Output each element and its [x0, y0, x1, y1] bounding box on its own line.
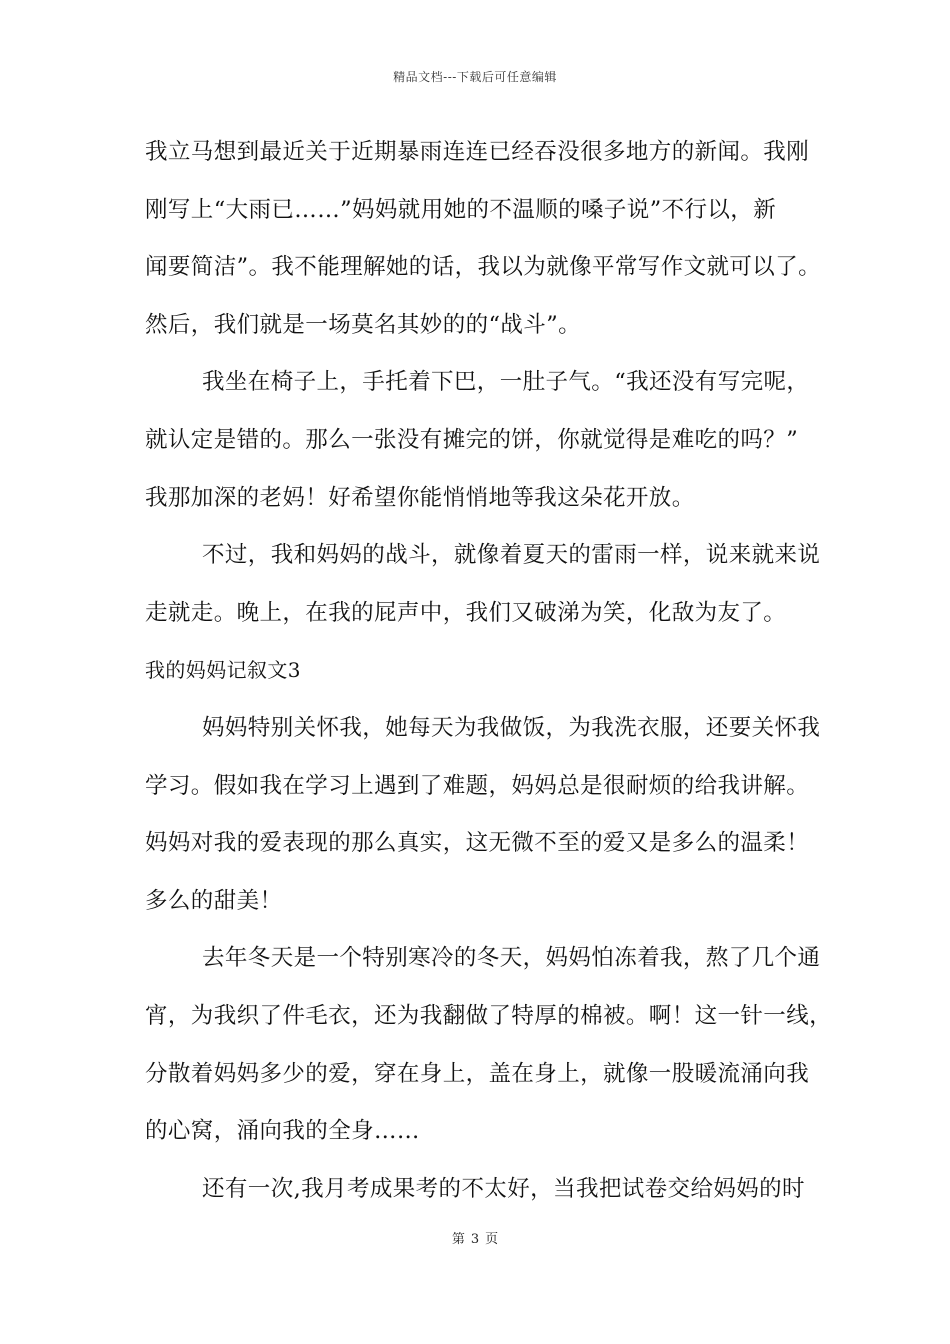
section-heading: 我的妈妈记叙文3	[145, 658, 301, 683]
text-line: 我立马想到最近关于近期暴雨连连已经吞没很多地方的新闻。我刚	[145, 139, 810, 165]
page-label-prefix: 第	[451, 1232, 465, 1247]
page-header: 精品文档---下载后可任意编辑	[393, 70, 557, 84]
text-line: 分散着妈妈多少的爱，穿在身上，盖在身上，就像一股暖流涌向我	[145, 1060, 810, 1087]
text-line: 我坐在椅子上，手托着下巴，一肚子气。“我还没有写完呢，	[202, 369, 810, 396]
text-line: 妈妈特别关怀我，她每天为我做饭，为我洗衣服，还要关怀我	[202, 714, 821, 741]
text-line: 就认定是错的。那么一张没有摊完的饼，你就觉得是难吃的吗？”	[145, 426, 799, 453]
text-line: 宵，为我织了件毛衣，还为我翻做了特厚的棉被。啊！这一针一线，	[145, 1002, 833, 1029]
text-line: 刚写上“大雨已……”妈妈就用她的不温顺的嗓子说”不行以，新	[145, 196, 777, 223]
text-line: 的心窝，涌向我的全身……	[145, 1118, 420, 1145]
page-label-suffix: 页	[485, 1232, 499, 1247]
text-line: 不过，我和妈妈的战斗，就像着夏天的雷雨一样，说来就来说	[202, 542, 821, 569]
page-number: 3	[470, 1232, 480, 1247]
text-line: 妈妈对我的爱表现的那么真实，这无微不至的爱又是多么的温柔！	[145, 830, 810, 857]
text-line: 我那加深的老妈！好希望你能悄悄地等我这朵花开放。	[145, 484, 695, 511]
text-line: 去年冬天是一个特别寒冷的冬天，妈妈怕冻着我，熬了几个通	[202, 945, 821, 972]
text-line: 闻要简洁”。我不能理解她的话，我以为就像平常写作文就可以了。	[145, 254, 822, 281]
page-footer	[0, 1228, 950, 1247]
text-line: 学习。假如我在学习上遇到了难题，妈妈总是很耐烦的给我讲解。	[145, 772, 810, 799]
text-line: 多么的甜美！	[145, 887, 283, 914]
text-line: 然后，我们就是一场莫名其妙的的“战斗”。	[145, 311, 582, 338]
text-line: 走就走。晚上，在我的屁声中，我们又破涕为笑，化敌为友了。	[145, 599, 787, 626]
document-body	[145, 132, 833, 1226]
text-line: 还有一次,我月考成果考的不太好，当我把试卷交给妈妈的时	[202, 1175, 805, 1202]
